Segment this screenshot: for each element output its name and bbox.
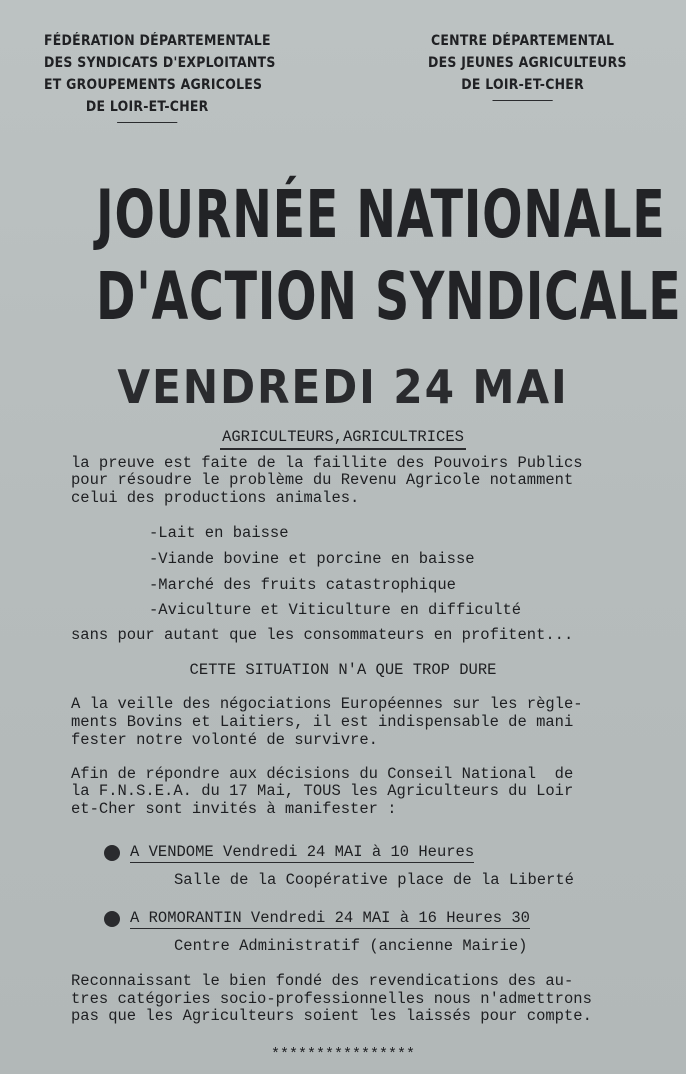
header-federation — [44, 30, 276, 123]
header-left-rule — [117, 122, 177, 123]
venue-main-text: A VENDOME Vendredi 24 MAI à 10 Heures — [130, 843, 475, 861]
intro-line: pour résoudre le problème du Revenu Agricole notamment — [71, 471, 574, 489]
title-line-1: JOURNÉE NATIONALE — [96, 176, 666, 253]
header-left-line: DE LOIR-ET-CHER — [85, 99, 209, 115]
closing-line: Reconnaissant le bien fondé des revendications des au- — [71, 972, 574, 990]
list-item: -Viande bovine et porcine en baisse — [149, 550, 475, 568]
consumers-line: sans pour autant que les consommateurs en profitent... — [71, 626, 574, 644]
intro-line: la preuve est faite de la faillite des Pouvoirs Publics — [71, 454, 583, 472]
venue-main-text: A ROMORANTIN Vendredi 24 MAI à 16 Heures 30 — [130, 909, 530, 927]
title-line-2: D'ACTION SYNDICALE — [96, 258, 682, 335]
intro-line: celui des productions animales. — [71, 489, 360, 507]
closing-line: tres catégories socio-professionnelles nous n'admettrons — [71, 990, 592, 1008]
header-right-line: CENTRE DÉPARTEMENTAL — [430, 33, 615, 49]
header-centre — [428, 30, 627, 101]
header-left-line: FÉDÉRATION DÉPARTEMENTALE — [44, 33, 271, 49]
list-item: -Lait en baisse — [149, 524, 289, 542]
header-right-line: DE LOIR-ET-CHER — [461, 77, 584, 93]
header-right-line: DES JEUNES AGRICULTEURS — [428, 55, 627, 71]
bullet-icon — [104, 911, 120, 927]
venue-detail: Salle de la Coopérative place de la Liberté — [174, 871, 574, 889]
audience-text: AGRICULTEURS,AGRICULTRICES — [220, 428, 466, 450]
date-heading: VENDREDI 24 MAI — [117, 360, 569, 414]
list-item: -Marché des fruits catastrophique — [149, 576, 456, 594]
paragraph3-line: Afin de répondre aux décisions du Conseil National de — [71, 765, 574, 783]
paragraph2-line: fester notre volonté de survivre. — [71, 731, 378, 749]
header-left-line: DES SYNDICATS D'EXPLOITANTS — [44, 55, 276, 71]
paragraph2-line: ments Bovins et Laitiers, il est indispensable de mani — [71, 713, 574, 731]
venue-romorantin — [104, 909, 530, 929]
header-left-line: ET GROUPEMENTS AGRICOLES — [44, 77, 263, 93]
audience-heading — [0, 428, 686, 446]
situation-line: CETTE SITUATION N'A QUE TROP DURE — [189, 661, 497, 679]
stars-divider: **************** — [270, 1046, 416, 1063]
closing-line: pas que les Agriculteurs soient les laissés pour compte. — [71, 1007, 592, 1025]
paragraph3-line: et-Cher sont invités à manifester : — [71, 800, 397, 818]
venue-detail: Centre Administratif (ancienne Mairie) — [174, 937, 528, 955]
bullet-icon — [104, 845, 120, 861]
header-right-rule — [493, 100, 553, 101]
paragraph2-line: A la veille des négociations Européennes sur les règle- — [71, 695, 583, 713]
paragraph3-line: la F.N.S.E.A. du 17 Mai, TOUS les Agriculteurs du Loir — [71, 782, 574, 800]
venue-vendome — [104, 843, 474, 863]
list-item: -Aviculture et Viticulture en difficulté — [149, 601, 522, 619]
